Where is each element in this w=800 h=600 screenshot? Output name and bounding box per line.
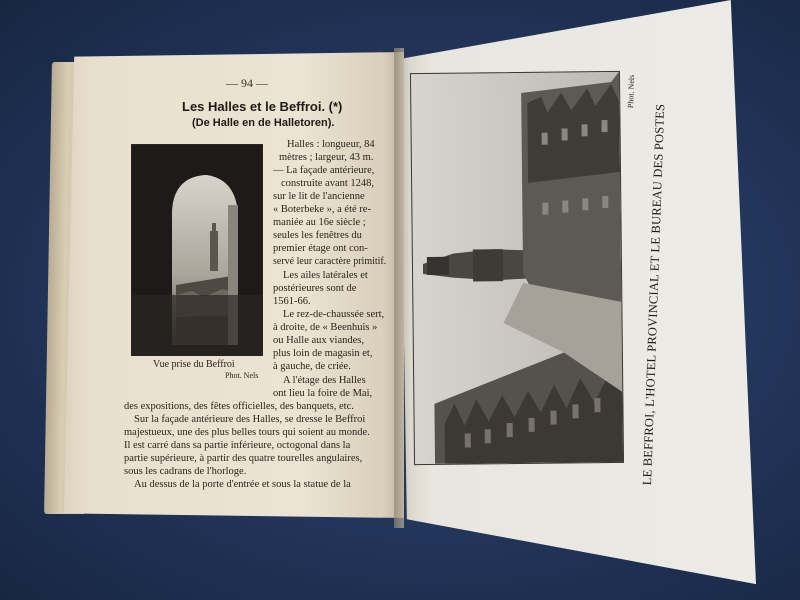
text-line: Sur la façade antérieure des Halles, se dresse le Beffroi xyxy=(134,414,366,425)
text-line: construite avant 1248, xyxy=(281,178,375,189)
text-line: Halles : longueur, 84 xyxy=(287,139,375,150)
photo-credit: Phot. Nels xyxy=(225,371,259,380)
belfry-square-photo xyxy=(410,71,624,465)
text-line: maniée au 16e siècle ; xyxy=(273,217,366,228)
text-line: sur le lit de l'ancienne xyxy=(273,191,365,202)
text-line: sous les cadrans de l'horloge. xyxy=(124,466,247,477)
page-number: — 94 — xyxy=(226,76,268,90)
right-photo-credit: Phot. Nels xyxy=(626,74,637,109)
text-line: à gauche, de criée. xyxy=(273,361,351,372)
text-line: des expositions, des fêtes officielles, des banquets, etc. xyxy=(124,401,354,412)
text-line: mètres ; largeur, 43 m. xyxy=(279,152,374,163)
text-line: A l'étage des Halles xyxy=(283,375,366,386)
text-line: majestueux, une des plus belles tours qui soient au monde. xyxy=(124,427,370,438)
page-title: Les Halles et le Beffroi. (*) xyxy=(182,99,343,114)
belfry-view-photo xyxy=(131,144,263,356)
text-line: à droite, de « Beenhuis » xyxy=(273,322,378,333)
text-line: « Boterbeke », a été re- xyxy=(273,204,371,215)
text-line: postérieures sont de xyxy=(273,283,357,294)
text-line: partie supérieure, à partir des quatre tourelles angulaires, xyxy=(124,453,363,464)
text-line: premier étage ont con- xyxy=(273,243,368,254)
book-gutter xyxy=(394,48,404,528)
text-line: 1561-66. xyxy=(273,296,311,307)
text-line: Les ailes latérales et xyxy=(283,270,368,281)
text-line: Le rez-de-chaussée sert, xyxy=(283,309,385,320)
text-line: Au dessus de la porte d'entrée et sous la statue de la xyxy=(134,479,351,490)
page-subtitle: (De Halle en de Halletoren). xyxy=(192,117,335,129)
text-line: ou Halle aux viandes, xyxy=(273,335,364,346)
text-line: seules les fenêtres du xyxy=(273,230,362,241)
text-line: ont lieu la foire de Mai, xyxy=(273,388,373,399)
text-line: servé leur caractère primitif. xyxy=(273,256,387,267)
text-line: plus loin de magasin et, xyxy=(273,348,373,359)
text-line: Il est carré dans sa partie inférieure, octogonal dans la xyxy=(124,440,351,451)
photo-caption: Vue prise du Beffroi xyxy=(153,359,235,370)
text-line: — La façade antérieure, xyxy=(273,165,375,176)
vertical-photo-caption: LE BEFFROI, L'HOTEL PROVINCIAL ET LE BUREAU DES POSTES xyxy=(640,103,668,486)
